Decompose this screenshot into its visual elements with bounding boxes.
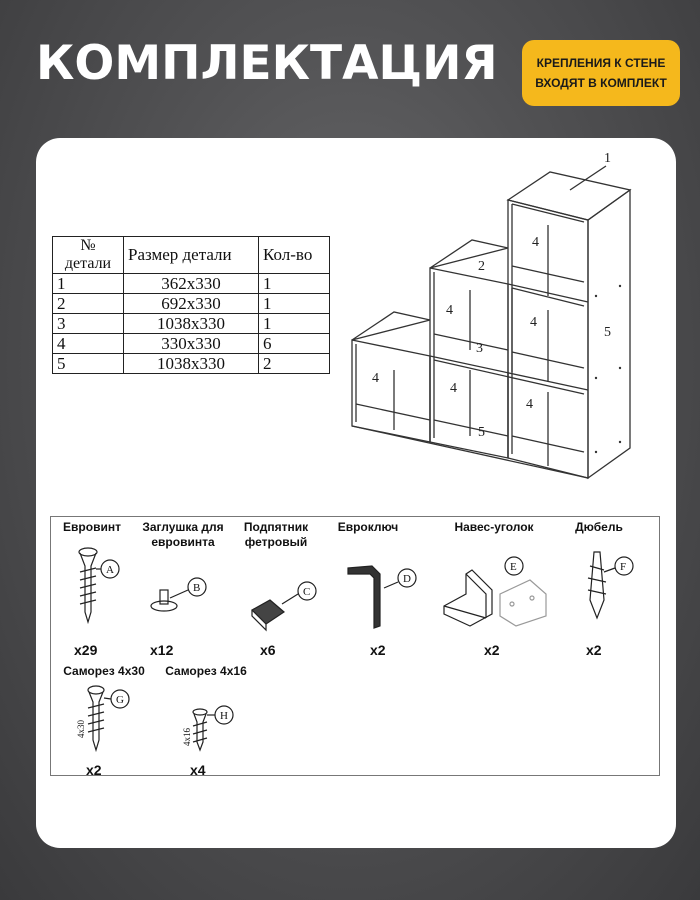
cell-number: 5 bbox=[53, 354, 124, 374]
cell-size: 1038x330 bbox=[124, 314, 259, 334]
cell-qty: 6 bbox=[259, 334, 330, 354]
diagram-label: 4 bbox=[450, 381, 457, 396]
hardware-letter: A bbox=[106, 564, 114, 576]
header-no-line1: № bbox=[80, 237, 96, 254]
diagram-label: 5 bbox=[604, 325, 611, 340]
header-quantity: Кол-во bbox=[259, 237, 330, 274]
cell-size: 692x330 bbox=[124, 294, 259, 314]
hardware-name-d: Евроключ bbox=[337, 520, 399, 534]
diagram-label: 4 bbox=[530, 315, 537, 330]
cell-number: 3 bbox=[53, 314, 124, 334]
euro-screw-icon bbox=[79, 548, 119, 622]
cell-number: 1 bbox=[53, 274, 124, 294]
hardware-qty-d: x2 bbox=[370, 642, 386, 658]
cell-size: 330x330 bbox=[124, 334, 259, 354]
diagram-label: 4 bbox=[526, 397, 533, 412]
hardware-qty-f: x2 bbox=[586, 642, 602, 658]
badge-line-2: ВХОДЯТ В КОМПЛЕКТ bbox=[535, 76, 667, 90]
page-title: КОМПЛЕКТАЦИЯ bbox=[36, 36, 498, 91]
cell-qty: 1 bbox=[259, 294, 330, 314]
hardware-letter: D bbox=[403, 573, 411, 585]
badge-line-1: КРЕПЛЕНИЯ К СТЕНЕ bbox=[536, 56, 666, 70]
size-mark: 4x30 bbox=[76, 720, 86, 738]
cell-number: 2 bbox=[53, 294, 124, 314]
hardware-letter: G bbox=[116, 694, 124, 706]
cell-qty: 1 bbox=[259, 314, 330, 334]
header-part-size: Размер детали bbox=[124, 237, 259, 274]
diagram-label: 4 bbox=[372, 371, 379, 386]
name-line: Подпятник bbox=[243, 520, 309, 534]
hardware-letter: C bbox=[303, 586, 311, 598]
diagram-label: 3 bbox=[476, 341, 483, 356]
diagram-label: 4 bbox=[532, 235, 539, 250]
cell-qty: 2 bbox=[259, 354, 330, 374]
cell-size: 1038x330 bbox=[124, 354, 259, 374]
cell-qty: 1 bbox=[259, 274, 330, 294]
name-line: Заглушка для bbox=[142, 520, 224, 534]
diagram-label: 1 bbox=[604, 151, 611, 166]
cell-number: 4 bbox=[53, 334, 124, 354]
diagram-label: 2 bbox=[478, 259, 485, 274]
hardware-name-e: Навес-уголок bbox=[454, 520, 534, 534]
diagram-label: 4 bbox=[446, 303, 453, 318]
dowel-icon bbox=[588, 552, 633, 618]
hardware-letter: F bbox=[620, 561, 627, 573]
hardware-qty-g: x2 bbox=[86, 762, 102, 778]
hardware-name-g: Саморез 4x30 bbox=[63, 664, 145, 678]
name-line: евровинта bbox=[151, 535, 215, 549]
hardware-letter: B bbox=[193, 582, 201, 594]
hardware-name-f: Дюбель bbox=[575, 520, 623, 534]
hardware-qty-c: x6 bbox=[260, 642, 276, 658]
header-no-line2: детали bbox=[64, 255, 112, 272]
hardware-letter: H bbox=[220, 710, 228, 722]
hardware-letter: E bbox=[510, 561, 517, 573]
cell-size: 362x330 bbox=[124, 274, 259, 294]
size-mark: 4x16 bbox=[182, 728, 192, 746]
hardware-name-a: Евровинт bbox=[63, 520, 121, 534]
corner-bracket-icon bbox=[444, 557, 546, 626]
hardware-name-h: Саморез 4x16 bbox=[165, 664, 247, 678]
hardware-qty-e: x2 bbox=[484, 642, 500, 658]
hardware-qty-b: x12 bbox=[150, 642, 174, 658]
hardware-qty-a: x29 bbox=[74, 642, 98, 658]
diagram-label: 5 bbox=[478, 425, 485, 440]
hardware-qty-h: x4 bbox=[190, 762, 206, 778]
name-line: фетровый bbox=[244, 535, 308, 549]
